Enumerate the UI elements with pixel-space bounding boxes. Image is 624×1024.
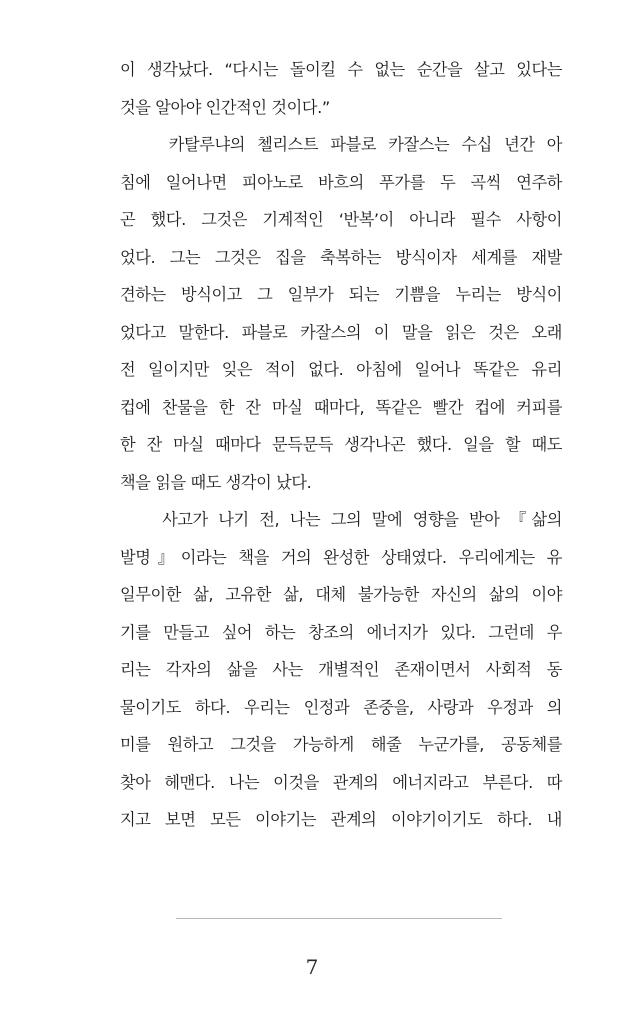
- text-line: 곤 했다. 그것은 기계적인 ‘반복’이 아니라 필수 사항이: [120, 210, 562, 229]
- text-line: 침에 일어나면 피아노로 바흐의 푸가를 두 곡씩 연주하: [120, 172, 562, 192]
- text-line: 었다고 말한다. 파블로 카잘스의 이 말을 읽은 것은 오래: [120, 322, 562, 342]
- text-line: 기를 만들고 싶어 하는 창조의 에너지가 있다. 그런데 우: [120, 622, 562, 642]
- text-line: 미를 원하고 그것을 가능하게 해줄 누군가를, 공동체를: [120, 735, 562, 754]
- text-line: 발명』이라는 책을 거의 완성한 상태였다. 우리에게는 유: [120, 547, 562, 567]
- text-line: 찾아 헤맨다. 나는 이것을 관계의 에너지라고 부른다. 따: [120, 772, 562, 792]
- text-line: 이 생각났다. “다시는 돌이킬 수 없는 순간을 살고 있다는: [120, 60, 562, 79]
- text-line: 었다. 그는 그것은 집을 축복하는 방식이자 세계를 재발: [120, 247, 562, 267]
- footer-divider: [176, 918, 502, 919]
- text-line: 물이기도 하다. 우리는 인정과 존중을, 사랑과 우정과 의: [120, 697, 562, 717]
- text-line: 책을 읽을 때도 생각이 났다.: [120, 472, 312, 492]
- text-line: 리는 각자의 삶을 사는 개별적인 존재이면서 사회적 동: [120, 660, 562, 679]
- text-line: 한 잔 마실 때마다 문득문득 생각나곤 했다. 일을 할 때도: [120, 435, 562, 454]
- text-line: 것을 알아야 인간적인 것이다.”: [120, 97, 330, 117]
- text-line: 컵에 찬물을 한 잔 마실 때마다, 똑같은 빨간 컵에 커피를: [120, 397, 562, 417]
- page-number: 7: [305, 955, 319, 979]
- body-text: [120, 51, 562, 839]
- text-line: 전 일이지만 잊은 적이 없다. 아침에 일어나 똑같은 유리: [120, 360, 562, 379]
- text-line: 사고가 나기 전, 나는 그의 말에 영향을 받아 『삶의: [120, 510, 562, 529]
- text-line: 카탈루냐의 첼리스트 파블로 카잘스는 수십 년간 아: [120, 135, 562, 154]
- text-line: 견하는 방식이고 그 일부가 되는 기쁨을 누리는 방식이: [120, 285, 562, 304]
- text-line: 일무이한 삶, 고유한 삶, 대체 불가능한 자신의 삶의 이야: [120, 585, 562, 604]
- text-line: 지고 보면 모든 이야기는 관계의 이야기이기도 하다. 내: [120, 810, 562, 829]
